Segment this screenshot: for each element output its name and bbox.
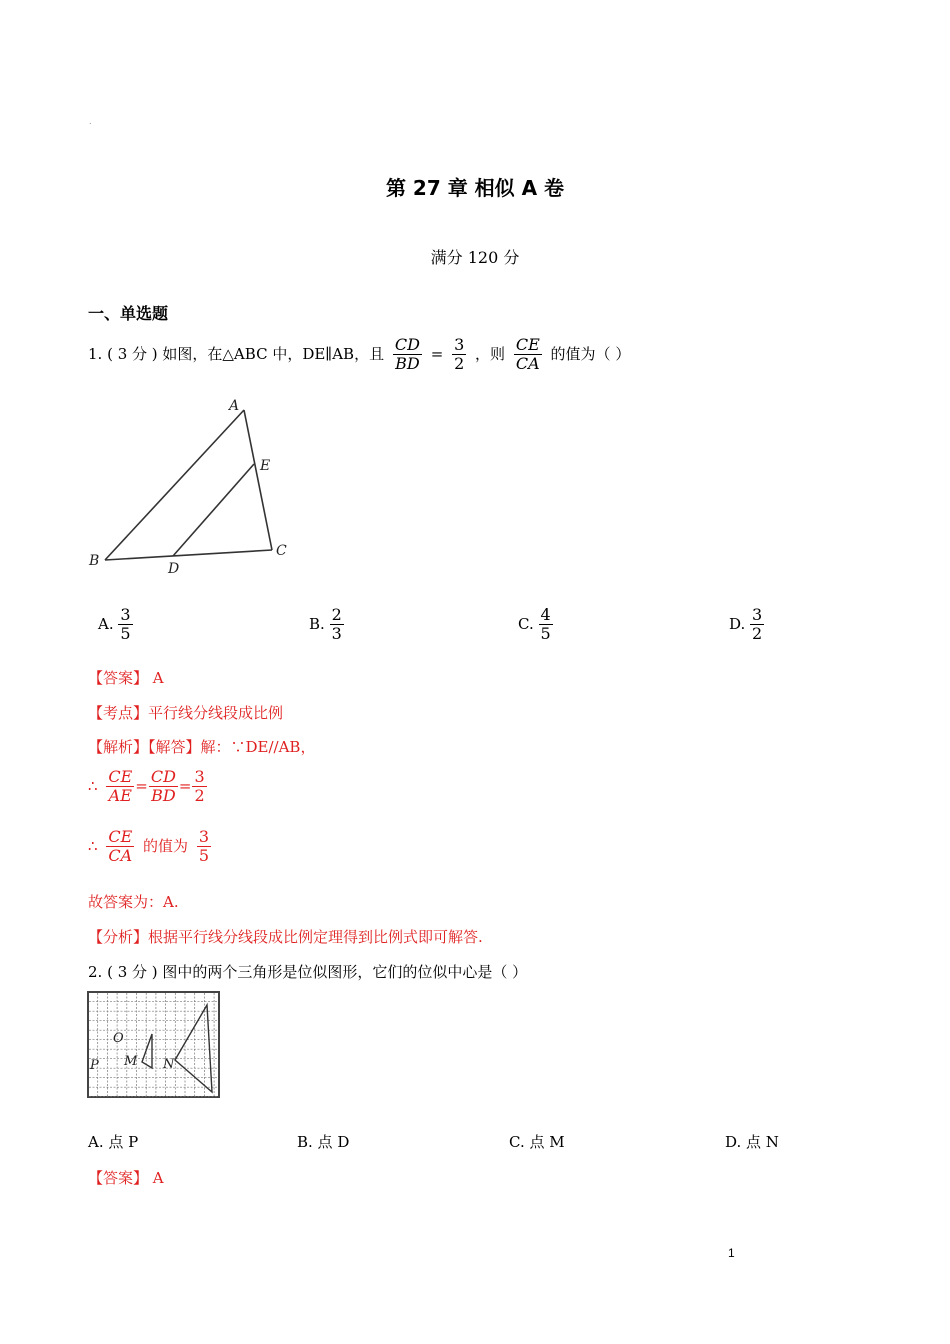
side-ab [105, 410, 244, 560]
full-score: 满分 120 分 [430, 248, 520, 267]
margin-mark: . [89, 117, 92, 126]
fraction-cd-bd: $\frac{CD}{BD}$ [150, 767, 176, 806]
fraction-ce-ca: $\frac{CE}{CA}$ [108, 827, 133, 866]
q2-grid-figure [86, 990, 222, 1100]
q1-kaodian: 【考点】平行线分线段成比例 [88, 704, 284, 722]
label-d: D [168, 561, 180, 577]
label-b: B [89, 553, 100, 569]
label-o: O [113, 1031, 124, 1046]
segment-de [173, 464, 254, 556]
option-b-fraction: $\frac{2}{3}$ [331, 605, 342, 644]
side-bc [105, 550, 272, 560]
fraction-3-2: $\frac{3}{2}$ [194, 767, 205, 806]
label-a: A [229, 398, 240, 414]
q1-fraction-cd-bd: $\frac{CD}{BD}$ [394, 335, 420, 374]
q1-suffix: 的值为（ ） [550, 344, 631, 363]
label-p: P [90, 1058, 99, 1073]
q1-step-value: ∴ $\frac{CE}{CA}$ 的值为 $\frac{3}{5}$ [88, 827, 210, 866]
q1-triangle-figure [85, 393, 300, 578]
label-n: N [163, 1057, 175, 1072]
option-c-fraction: $\frac{4}{5}$ [540, 605, 551, 644]
question-2: 2. ( 3 分 ) 图中的两个三角形是位似图形，它们的位似中心是（ ） [88, 963, 528, 981]
label-m: M [124, 1054, 138, 1069]
q1-conclusion: 故答案为：A. [88, 893, 179, 911]
q1-step-ratio: ∴ $\frac{CE}{AE}$ = $\frac{CD}{BD}$ = $\frac{3}{2}$ [88, 767, 205, 806]
section-heading: 一、单选题 [88, 304, 169, 323]
q2-option-b[interactable]: B. 点 D [297, 1133, 350, 1151]
q1-prefix: 1. ( 3 分 ) 如图，在△ABC 中，DE∥AB，且 [88, 344, 385, 363]
option-c[interactable]: C. $\frac{4}{5}$ [518, 605, 551, 644]
option-a-fraction: $\frac{3}{5}$ [120, 605, 131, 644]
therefore-symbol: ∴ [88, 836, 98, 855]
label-e: E [260, 458, 271, 474]
page-number: 1 [728, 1246, 735, 1260]
option-a[interactable]: A. $\frac{3}{5}$ [98, 605, 131, 644]
q2-option-a[interactable]: A. 点 P [88, 1133, 139, 1151]
question-1 [88, 336, 630, 374]
q1-fraction-ce-ca: $\frac{CE}{CA}$ [515, 335, 540, 374]
label-c: C [276, 543, 287, 559]
q2-option-c[interactable]: C. 点 M [509, 1133, 565, 1151]
option-d-fraction: $\frac{3}{2}$ [752, 605, 763, 644]
q1-mid: ，则 [475, 344, 506, 363]
side-ac [244, 410, 272, 550]
q2-answer: 【答案】 A [88, 1169, 164, 1187]
q1-answer: 【答案】 A [88, 669, 164, 687]
q2-option-d[interactable]: D. 点 N [725, 1133, 779, 1151]
fraction-3-5: $\frac{3}{5}$ [198, 827, 210, 866]
q1-jiexi: 【解析】【解答】解：∵DE//AB， [88, 738, 316, 756]
q1-fraction-3-2: $\frac{3}{2}$ [454, 335, 465, 374]
option-d[interactable]: D. $\frac{3}{2}$ [729, 605, 763, 644]
q1-equals: = [430, 344, 444, 363]
page-title: 第 27 章 相似 A 卷 [385, 176, 565, 200]
fraction-ce-ae: $\frac{CE}{AE}$ [108, 767, 133, 806]
therefore-symbol: ∴ [88, 776, 98, 795]
option-b[interactable]: B. $\frac{2}{3}$ [309, 605, 342, 644]
q1-fenxi: 【分析】根据平行线分线段成比例定理得到比例式即可解答. [88, 928, 483, 946]
